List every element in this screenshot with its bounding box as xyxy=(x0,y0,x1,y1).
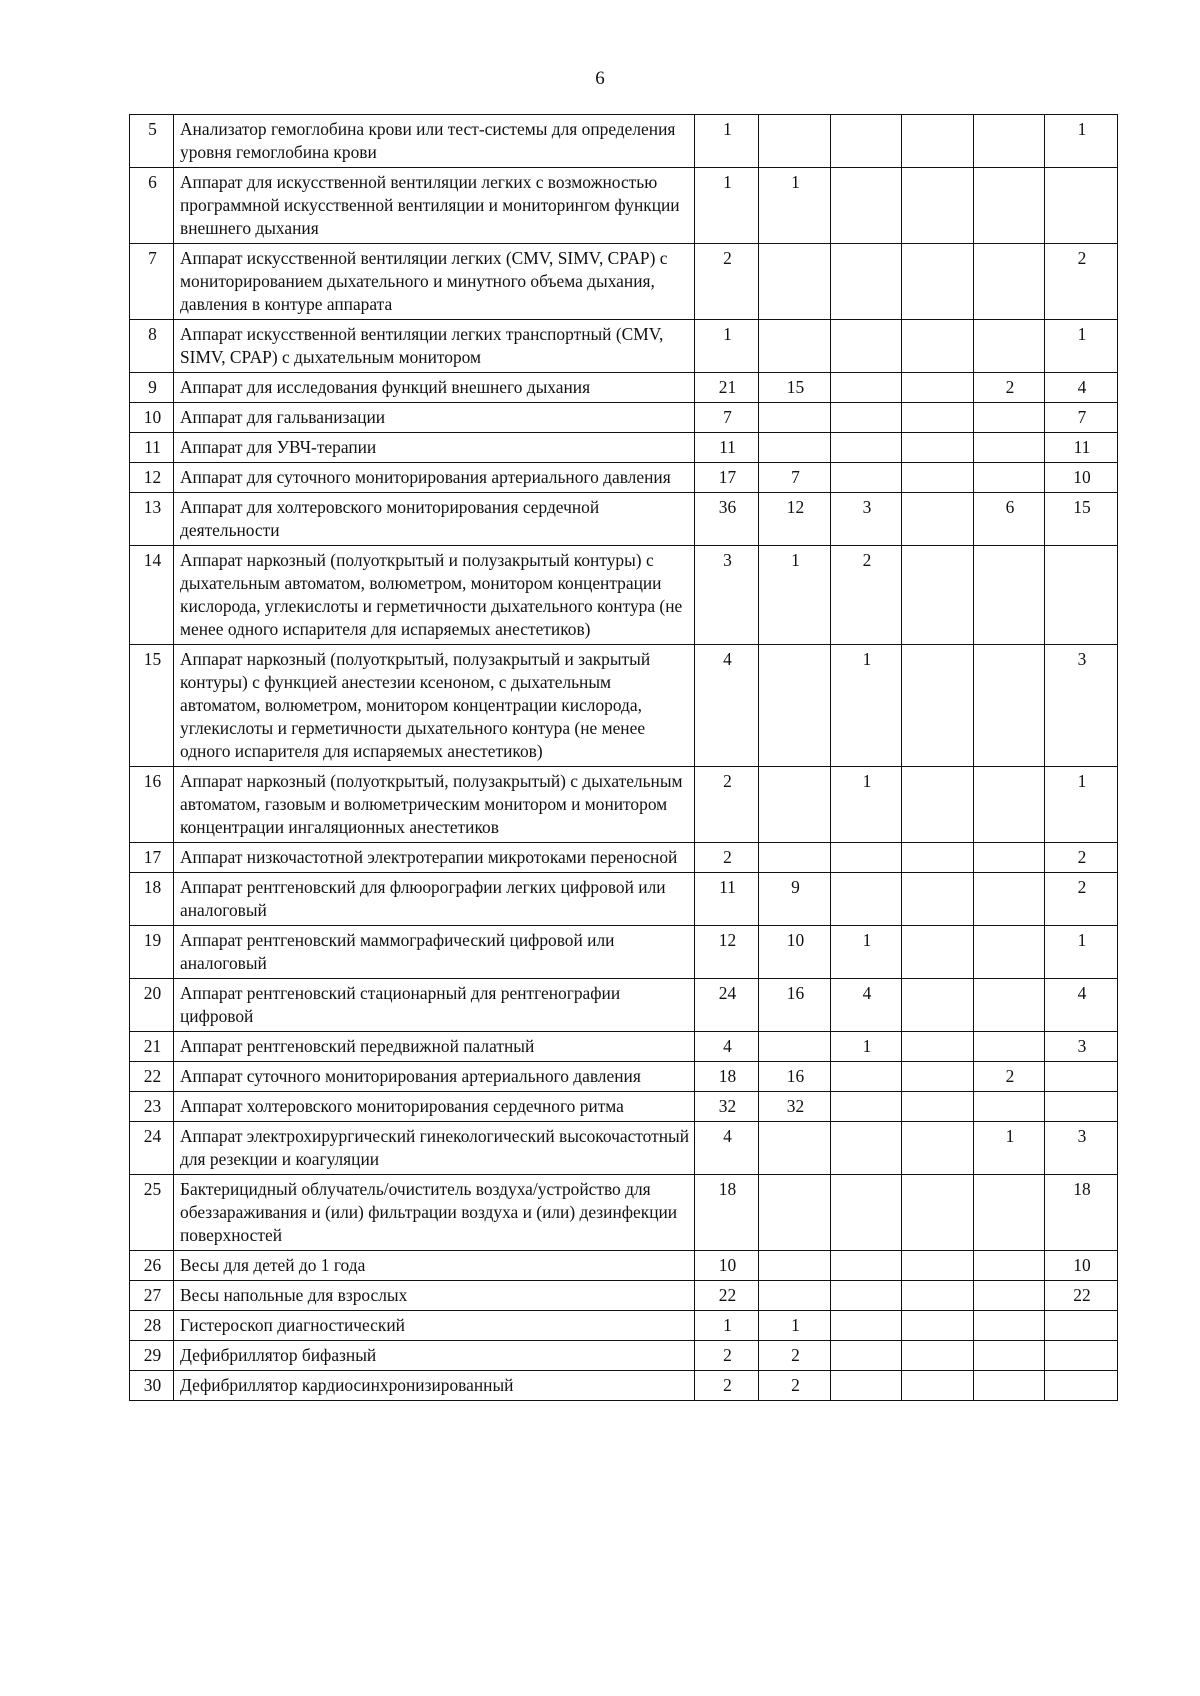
quantity-cell: 4 xyxy=(695,1122,759,1175)
quantity-cell xyxy=(974,767,1045,843)
quantity-cell xyxy=(902,1281,974,1311)
quantity-cell xyxy=(902,767,974,843)
quantity-cell: 2 xyxy=(695,1341,759,1371)
quantity-cell: 2 xyxy=(1045,244,1118,320)
row-number: 9 xyxy=(130,373,174,403)
quantity-cell: 10 xyxy=(695,1251,759,1281)
quantity-cell: 3 xyxy=(831,493,902,546)
quantity-cell: 10 xyxy=(1045,463,1118,493)
quantity-cell: 2 xyxy=(759,1341,831,1371)
quantity-cell: 11 xyxy=(695,433,759,463)
quantity-cell: 1 xyxy=(831,926,902,979)
quantity-cell: 2 xyxy=(759,1371,831,1401)
quantity-cell: 1 xyxy=(695,115,759,168)
quantity-cell xyxy=(759,767,831,843)
table-row xyxy=(130,373,1118,403)
quantity-cell: 10 xyxy=(759,926,831,979)
row-number: 27 xyxy=(130,1281,174,1311)
quantity-cell xyxy=(831,244,902,320)
quantity-cell: 4 xyxy=(695,645,759,767)
equipment-name: Анализатор гемоглобина крови или тест-системы для определения уровня гемоглобина крови xyxy=(174,115,695,168)
quantity-cell xyxy=(759,244,831,320)
quantity-cell: 9 xyxy=(759,873,831,926)
quantity-cell xyxy=(902,244,974,320)
table-row xyxy=(130,1175,1118,1251)
quantity-cell xyxy=(759,1281,831,1311)
quantity-cell xyxy=(902,433,974,463)
quantity-cell: 18 xyxy=(1045,1175,1118,1251)
row-number: 24 xyxy=(130,1122,174,1175)
equipment-name: Аппарат для суточного мониторирования артериального давления xyxy=(174,463,695,493)
quantity-cell: 32 xyxy=(759,1092,831,1122)
quantity-cell: 4 xyxy=(831,979,902,1032)
equipment-name: Аппарат низкочастотной электротерапии микротоками переносной xyxy=(174,843,695,873)
quantity-cell: 3 xyxy=(1045,1032,1118,1062)
equipment-name: Аппарат рентгеновский для флюорографии легких цифровой или аналоговый xyxy=(174,873,695,926)
equipment-name: Весы напольные для взрослых xyxy=(174,1281,695,1311)
equipment-name: Аппарат наркозный (полуоткрытый, полузакрытый и закрытый контуры) с функцией анестезии ксеноном, с дыхательным автоматом, волюметром, монитором концентрации кислорода, углекислоты и герметичности дыхательного контура (не менее одного испарителя для испаряемых анестетиков) xyxy=(174,645,695,767)
quantity-cell: 2 xyxy=(974,373,1045,403)
quantity-cell xyxy=(974,320,1045,373)
equipment-name: Аппарат наркозный (полуоткрытый, полузакрытый) с дыхательным автоматом, газовым и волюметрическим монитором и монитором концентрации ингаляционных анестетиков xyxy=(174,767,695,843)
quantity-cell: 12 xyxy=(695,926,759,979)
quantity-cell xyxy=(902,873,974,926)
row-number: 26 xyxy=(130,1251,174,1281)
equipment-name: Аппарат электрохирургический гинекологический высокочастотный для резекции и коагуляции xyxy=(174,1122,695,1175)
quantity-cell: 1 xyxy=(759,546,831,645)
quantity-cell: 16 xyxy=(759,1062,831,1092)
equipment-name: Аппарат для искусственной вентиляции легких с возможностью программной искусственной вентиляции и мониторингом функции внешнего дыхания xyxy=(174,168,695,244)
quantity-cell xyxy=(759,1122,831,1175)
row-number: 25 xyxy=(130,1175,174,1251)
row-number: 28 xyxy=(130,1311,174,1341)
quantity-cell xyxy=(902,1175,974,1251)
quantity-cell xyxy=(902,1251,974,1281)
quantity-cell: 2 xyxy=(974,1062,1045,1092)
quantity-cell xyxy=(1045,1062,1118,1092)
quantity-cell xyxy=(831,373,902,403)
quantity-cell: 15 xyxy=(759,373,831,403)
quantity-cell: 18 xyxy=(695,1175,759,1251)
quantity-cell xyxy=(831,873,902,926)
quantity-cell: 2 xyxy=(695,1371,759,1401)
equipment-name: Аппарат суточного мониторирования артериального давления xyxy=(174,1062,695,1092)
quantity-cell xyxy=(1045,1341,1118,1371)
quantity-cell xyxy=(974,1032,1045,1062)
quantity-cell: 3 xyxy=(1045,1122,1118,1175)
table-row xyxy=(130,645,1118,767)
table-row xyxy=(130,843,1118,873)
quantity-cell: 6 xyxy=(974,493,1045,546)
quantity-cell xyxy=(831,1371,902,1401)
quantity-cell xyxy=(902,493,974,546)
quantity-cell xyxy=(902,1122,974,1175)
equipment-name: Аппарат холтеровского мониторирования сердечного ритма xyxy=(174,1092,695,1122)
quantity-cell: 2 xyxy=(1045,873,1118,926)
table-row xyxy=(130,546,1118,645)
quantity-cell: 1 xyxy=(974,1122,1045,1175)
table-row xyxy=(130,1032,1118,1062)
quantity-cell: 24 xyxy=(695,979,759,1032)
row-number: 21 xyxy=(130,1032,174,1062)
quantity-cell xyxy=(902,1311,974,1341)
quantity-cell: 1 xyxy=(831,767,902,843)
quantity-cell xyxy=(831,115,902,168)
quantity-cell xyxy=(902,1092,974,1122)
quantity-cell xyxy=(1045,1371,1118,1401)
quantity-cell xyxy=(759,1251,831,1281)
row-number: 14 xyxy=(130,546,174,645)
quantity-cell xyxy=(831,320,902,373)
table-row xyxy=(130,403,1118,433)
table-row xyxy=(130,1092,1118,1122)
quantity-cell xyxy=(974,1311,1045,1341)
equipment-name: Дефибриллятор бифазный xyxy=(174,1341,695,1371)
table-row xyxy=(130,463,1118,493)
quantity-cell xyxy=(902,979,974,1032)
quantity-cell: 1 xyxy=(695,1311,759,1341)
quantity-cell xyxy=(902,373,974,403)
quantity-cell xyxy=(902,1032,974,1062)
equipment-name: Гистероскоп диагностический xyxy=(174,1311,695,1341)
equipment-name: Аппарат для исследования функций внешнего дыхания xyxy=(174,373,695,403)
quantity-cell: 7 xyxy=(759,463,831,493)
quantity-cell xyxy=(974,546,1045,645)
quantity-cell: 11 xyxy=(695,873,759,926)
quantity-cell xyxy=(902,115,974,168)
table-row xyxy=(130,1062,1118,1092)
equipment-name: Бактерицидный облучатель/очиститель воздуха/устройство для обеззараживания и (или) фильтрации воздуха и (или) дезинфекции поверхностей xyxy=(174,1175,695,1251)
quantity-cell: 7 xyxy=(1045,403,1118,433)
quantity-cell: 10 xyxy=(1045,1251,1118,1281)
quantity-cell: 18 xyxy=(695,1062,759,1092)
quantity-cell xyxy=(974,244,1045,320)
quantity-cell xyxy=(902,403,974,433)
quantity-cell xyxy=(831,168,902,244)
quantity-cell: 16 xyxy=(759,979,831,1032)
table-row xyxy=(130,320,1118,373)
quantity-cell: 36 xyxy=(695,493,759,546)
row-number: 17 xyxy=(130,843,174,873)
quantity-cell xyxy=(759,320,831,373)
row-number: 8 xyxy=(130,320,174,373)
quantity-cell: 3 xyxy=(1045,645,1118,767)
quantity-cell: 11 xyxy=(1045,433,1118,463)
row-number: 30 xyxy=(130,1371,174,1401)
equipment-name: Дефибриллятор кардиосинхронизированный xyxy=(174,1371,695,1401)
row-number: 29 xyxy=(130,1341,174,1371)
table-row xyxy=(130,115,1118,168)
quantity-cell xyxy=(974,433,1045,463)
quantity-cell: 3 xyxy=(695,546,759,645)
quantity-cell xyxy=(831,1122,902,1175)
quantity-cell xyxy=(974,843,1045,873)
equipment-name: Весы для детей до 1 года xyxy=(174,1251,695,1281)
quantity-cell: 21 xyxy=(695,373,759,403)
quantity-cell: 2 xyxy=(695,843,759,873)
quantity-cell xyxy=(974,873,1045,926)
table-row xyxy=(130,926,1118,979)
quantity-cell xyxy=(974,1371,1045,1401)
quantity-cell: 4 xyxy=(1045,373,1118,403)
quantity-cell xyxy=(902,320,974,373)
table-row xyxy=(130,433,1118,463)
row-number: 22 xyxy=(130,1062,174,1092)
table-row xyxy=(130,1371,1118,1401)
quantity-cell: 1 xyxy=(759,1311,831,1341)
table-row xyxy=(130,168,1118,244)
quantity-cell xyxy=(831,1281,902,1311)
equipment-name: Аппарат для холтеровского мониторирования сердечной деятельности xyxy=(174,493,695,546)
quantity-cell: 2 xyxy=(1045,843,1118,873)
quantity-cell xyxy=(902,645,974,767)
quantity-cell: 1 xyxy=(695,168,759,244)
table-row xyxy=(130,493,1118,546)
quantity-cell xyxy=(831,1341,902,1371)
quantity-cell xyxy=(831,1062,902,1092)
row-number: 13 xyxy=(130,493,174,546)
equipment-name: Аппарат наркозный (полуоткрытый и полузакрытый контуры) с дыхательным автоматом, волюметром, монитором концентрации кислорода, углекислоты и герметичности дыхательного контура (не менее одного испарителя для испаряемых анестетиков) xyxy=(174,546,695,645)
quantity-cell xyxy=(902,843,974,873)
quantity-cell xyxy=(759,433,831,463)
row-number: 7 xyxy=(130,244,174,320)
quantity-cell xyxy=(902,1341,974,1371)
quantity-cell xyxy=(1045,546,1118,645)
quantity-cell: 1 xyxy=(1045,767,1118,843)
row-number: 5 xyxy=(130,115,174,168)
quantity-cell: 1 xyxy=(831,645,902,767)
quantity-cell xyxy=(974,1251,1045,1281)
quantity-cell xyxy=(974,926,1045,979)
table-row xyxy=(130,873,1118,926)
quantity-cell: 1 xyxy=(1045,926,1118,979)
quantity-cell xyxy=(974,463,1045,493)
row-number: 19 xyxy=(130,926,174,979)
row-number: 15 xyxy=(130,645,174,767)
quantity-cell: 17 xyxy=(695,463,759,493)
table-row xyxy=(130,1122,1118,1175)
quantity-cell: 32 xyxy=(695,1092,759,1122)
quantity-cell: 4 xyxy=(1045,979,1118,1032)
quantity-cell xyxy=(974,645,1045,767)
quantity-cell: 15 xyxy=(1045,493,1118,546)
quantity-cell: 2 xyxy=(695,244,759,320)
row-number: 12 xyxy=(130,463,174,493)
quantity-cell xyxy=(759,1032,831,1062)
quantity-cell: 12 xyxy=(759,493,831,546)
quantity-cell: 1 xyxy=(831,1032,902,1062)
quantity-cell: 1 xyxy=(1045,320,1118,373)
quantity-cell xyxy=(759,645,831,767)
equipment-name: Аппарат рентгеновский стационарный для рентгенографии цифровой xyxy=(174,979,695,1032)
table-row xyxy=(130,244,1118,320)
equipment-table xyxy=(129,114,1118,1401)
table-body xyxy=(130,115,1118,1401)
quantity-cell xyxy=(902,546,974,645)
equipment-name: Аппарат для УВЧ-терапии xyxy=(174,433,695,463)
quantity-cell xyxy=(974,979,1045,1032)
quantity-cell: 22 xyxy=(695,1281,759,1311)
table-row xyxy=(130,767,1118,843)
quantity-cell: 1 xyxy=(759,168,831,244)
quantity-cell xyxy=(974,403,1045,433)
row-number: 18 xyxy=(130,873,174,926)
quantity-cell xyxy=(759,1175,831,1251)
equipment-name: Аппарат искусственной вентиляции легких транспортный (CMV, SIMV, CPAP) с дыхательным монитором xyxy=(174,320,695,373)
row-number: 23 xyxy=(130,1092,174,1122)
quantity-cell xyxy=(902,168,974,244)
quantity-cell xyxy=(1045,1311,1118,1341)
quantity-cell: 4 xyxy=(695,1032,759,1062)
quantity-cell xyxy=(831,1175,902,1251)
equipment-name: Аппарат искусственной вентиляции легких (CMV, SIMV, CPAP) с мониторированием дыхательного и минутного объема дыхания, давления в контуре аппарата xyxy=(174,244,695,320)
table-row xyxy=(130,1281,1118,1311)
quantity-cell xyxy=(831,1311,902,1341)
quantity-cell xyxy=(831,1092,902,1122)
quantity-cell xyxy=(759,843,831,873)
quantity-cell xyxy=(831,1251,902,1281)
quantity-cell xyxy=(831,433,902,463)
quantity-cell xyxy=(759,115,831,168)
row-number: 16 xyxy=(130,767,174,843)
table-row xyxy=(130,1311,1118,1341)
equipment-name: Аппарат рентгеновский передвижной палатный xyxy=(174,1032,695,1062)
row-number: 11 xyxy=(130,433,174,463)
equipment-name: Аппарат для гальванизации xyxy=(174,403,695,433)
quantity-cell xyxy=(974,1281,1045,1311)
quantity-cell xyxy=(974,1092,1045,1122)
quantity-cell: 2 xyxy=(695,767,759,843)
row-number: 20 xyxy=(130,979,174,1032)
quantity-cell: 1 xyxy=(695,320,759,373)
quantity-cell xyxy=(974,115,1045,168)
quantity-cell xyxy=(902,926,974,979)
quantity-cell: 1 xyxy=(1045,115,1118,168)
row-number: 10 xyxy=(130,403,174,433)
quantity-cell xyxy=(831,843,902,873)
quantity-cell xyxy=(902,1371,974,1401)
quantity-cell xyxy=(759,403,831,433)
table-row xyxy=(130,1251,1118,1281)
quantity-cell xyxy=(974,1341,1045,1371)
quantity-cell xyxy=(902,1062,974,1092)
page-number: 6 xyxy=(595,68,605,89)
table-row xyxy=(130,1341,1118,1371)
quantity-cell xyxy=(1045,168,1118,244)
quantity-cell xyxy=(974,1175,1045,1251)
quantity-cell xyxy=(831,463,902,493)
row-number: 6 xyxy=(130,168,174,244)
quantity-cell xyxy=(902,463,974,493)
quantity-cell xyxy=(831,403,902,433)
quantity-cell xyxy=(1045,1092,1118,1122)
table-row xyxy=(130,979,1118,1032)
quantity-cell: 2 xyxy=(831,546,902,645)
equipment-name: Аппарат рентгеновский маммографический цифровой или аналоговый xyxy=(174,926,695,979)
quantity-cell: 7 xyxy=(695,403,759,433)
quantity-cell: 22 xyxy=(1045,1281,1118,1311)
quantity-cell xyxy=(974,168,1045,244)
